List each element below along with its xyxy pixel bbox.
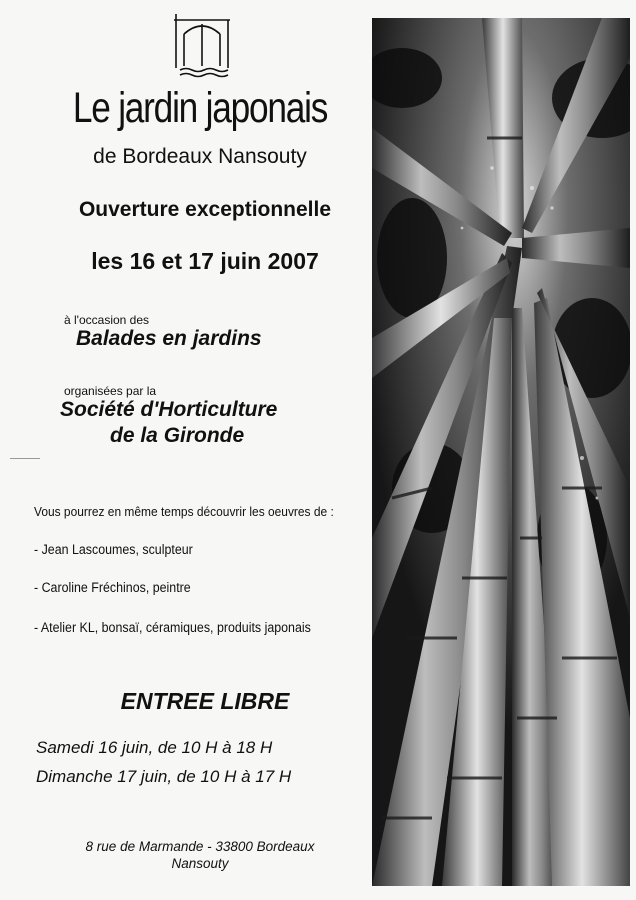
scan-mark — [10, 458, 40, 459]
exhibitor-item: - Atelier KL, bonsaï, céramiques, produits japonais — [34, 620, 311, 635]
exhibitor-item: - Jean Lascoumes, sculpteur — [34, 542, 193, 557]
organizer-lead: organisées par la — [64, 384, 157, 398]
hours-line: Dimanche 17 juin, de 10 H à 17 H — [36, 767, 292, 786]
exhibitor-item: - Caroline Fréchinos, peintre — [34, 580, 191, 595]
event-dates: les 16 et 17 juin 2007 — [91, 248, 319, 274]
page-title: Le jardin japonais — [72, 84, 328, 132]
exhibitors-intro: Vous pourrez en même temps découvrir les oeuvres de : — [34, 504, 334, 519]
organizer-line1: Société d'Horticulture — [60, 398, 278, 421]
event-title: Ouverture exceptionnelle — [78, 198, 332, 221]
page-subtitle: de Bordeaux Nansouty — [93, 145, 307, 168]
address-line2: Nansouty — [171, 856, 229, 871]
pagoda-gate-logo-icon — [170, 10, 234, 80]
address-line1: 8 rue de Marmande - 33800 Bordeaux — [85, 839, 315, 854]
bamboo-grove-photo — [372, 18, 630, 886]
admission-label: ENTREE LIBRE — [120, 688, 290, 714]
organizer-line2: de la Gironde — [110, 424, 245, 447]
occasion-name: Balades en jardins — [76, 327, 262, 350]
hours-line: Samedi 16 juin, de 10 H à 18 H — [36, 738, 273, 757]
occasion-lead: à l'occasion des — [64, 313, 150, 327]
